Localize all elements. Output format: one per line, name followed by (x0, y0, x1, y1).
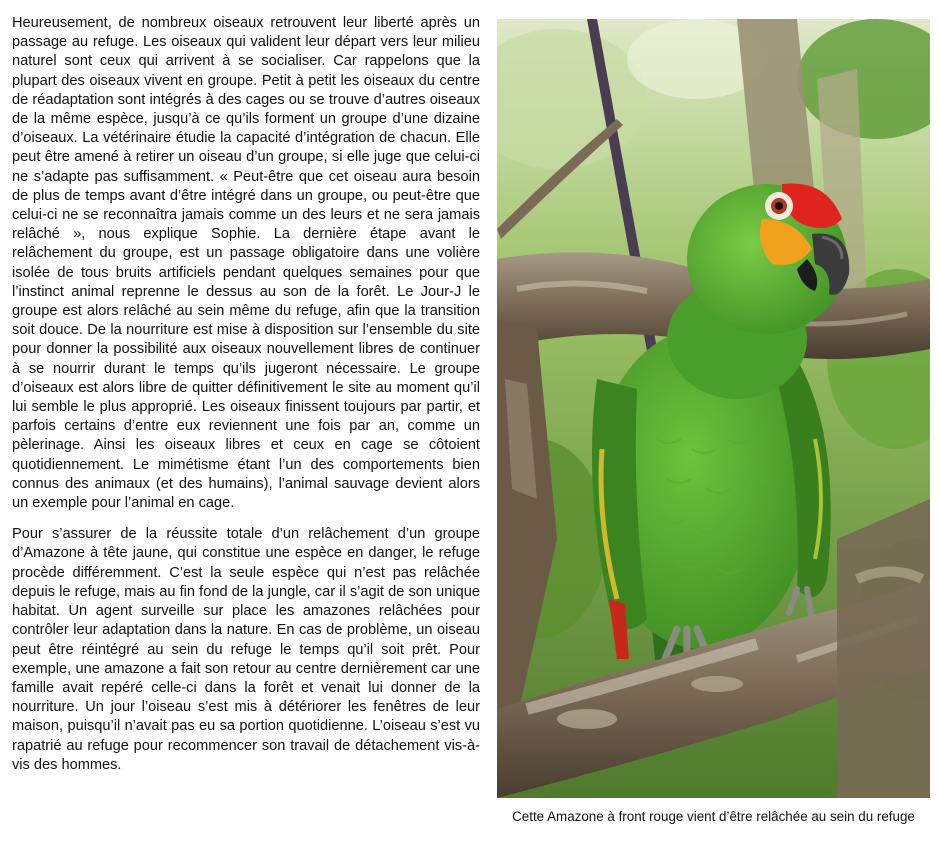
photo-caption: Cette Amazone à front rouge vient d’être relâchée au sein du refuge (512, 809, 915, 824)
article-paragraph-1: Heureusement, de nombreux oiseaux retrouvent leur liberté après un passage au refuge. Les oiseaux qui valident leur départ vers leur milieu naturel sont ceux qui arrivent à se socialiser. Car rappelons que la plupart des oiseaux vivent en groupe. Petit à petit les oiseaux du centre de réadaptation sont intégrés à des cages ou se trouve d’autres oiseaux de la même espèce, jusqu’à ce qu’ils forment un groupe d’une dizaine d’oiseaux. La vétérinaire étudie la capacité d’intégration de chacun. Elle peut être amené à retirer un oiseau d’un groupe, si elle juge que celui-ci ne s’adapte pas suffisamment. « Peut-être que cet oiseau aura besoin de plus de temps avant d’être intégré dans un groupe, ou peut-être que celui-ci ne se reconnaîtra jamais comme un des leurs et ne sera jamais relâché », nous explique Sophie. La dernière étape avant le relâchement du groupe, est un passage obligatoire dans une volière isolée de tous bruits artificiels pendant quelques semaines pour que l’instinct animal reprenne le dessus au son de la forêt. Le Jour-J le groupe est alors relâché au sein même du refuge, afin que la transition soit douce. De la nourriture est mise à disposition sur l’ensemble du site pour donner la possibilité aux oiseaux nouvellement libres de continuer à se nourrir durant le temps qu’ils jugeront nécessaire. Le groupe d’oiseaux est alors libre de quitter définitivement le site au moment qu’il lui semble le plus approprié. Les oiseaux finissent toujours par partir, et parfois certains d’entre eux reviennent une fois par an, comme un pèlerinage. Ainsi les oiseaux libres et ceux en cage se côtoient quotidiennement. Le mimétisme étant l’un des comportements bien connus des animaux (et des humains), l’animal sauvage devient alors un exemple pour l’animal en cage. (12, 15, 480, 512)
parrot-photo (497, 19, 930, 798)
article-paragraph-2: Pour s’assurer de la réussite totale d’un relâchement d’un groupe d’Amazone à tête jaune, qui constitue une espèce en danger, le refuge procède différemment. C’est la seule espèce qui n’est pas relâchée depuis le refuge, mais au fin fond de la jungle, car il s’agit de son unique habitat. Un agent surveille sur place les amazones relâchées pour contrôler leur adaptation dans la nature. En cas de problème, un oiseau peut être réintégré au sein du refuge le temps qu’il soit prêt. Pour exemple, une amazone a fait son retour au centre dernièrement car une famille avait repéré celle-ci dans la forêt et venait lui donner de la nourriture. Un jour l’oiseau s’est mis à détériorer les fenêtres de leur maison, puisqu’il n’avait pas eu sa portion quotidienne. L’oiseau s’est vu rapatrié au refuge pour recommencer son travail de détachement vis-à-vis des hommes. (12, 526, 480, 773)
article-text (12, 14, 480, 787)
parrot-illustration (497, 19, 930, 798)
